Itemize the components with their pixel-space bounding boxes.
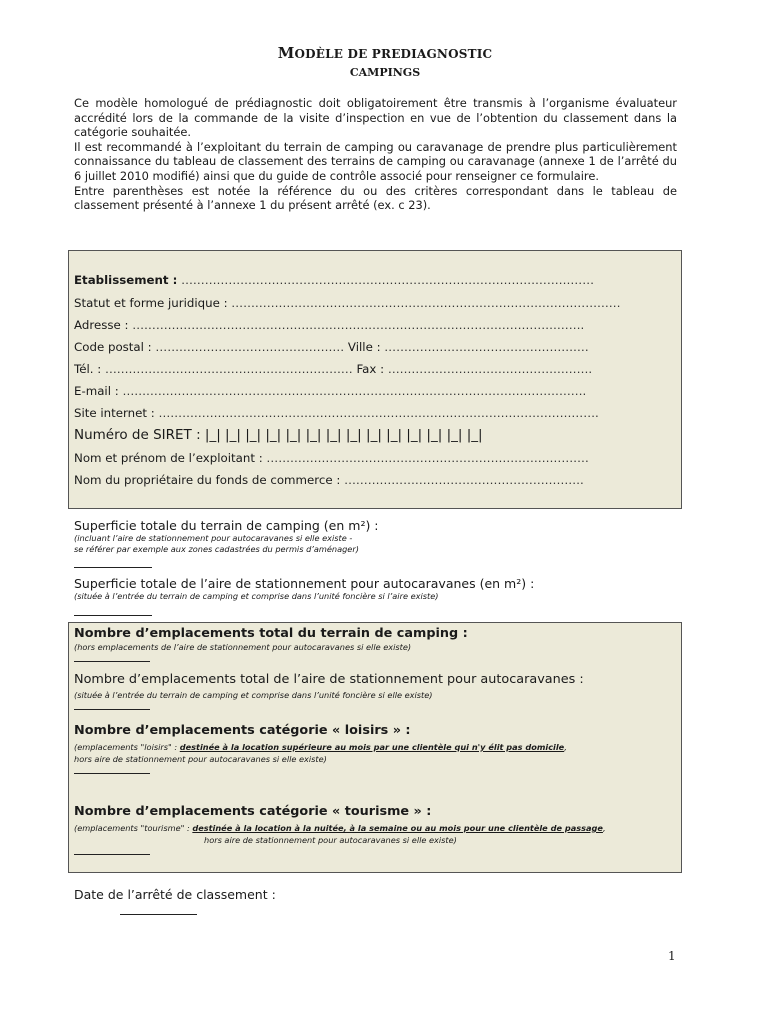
emplacements-aire-note: (située à l’entrée du terrain de camping et comprise dans l’unité foncière si elle existe) [74, 690, 433, 700]
document-title [0, 44, 770, 62]
email-field[interactable]: E-mail : ………………………………………………………………………………………………………. [74, 384, 587, 398]
code-postal-label: Code postal : [74, 340, 152, 354]
statut-label: Statut et forme juridique : [74, 296, 228, 310]
emplacements-total-note: (hors emplacements de l’aire de stationnement pour autocaravanes si elle existe) [74, 642, 412, 652]
exploitant-field[interactable]: Nom et prénom de l’exploitant : ………………………………………………………………………. [74, 451, 589, 465]
tel-fax-field[interactable]: Tél. : ……………………………………………………… Fax : ……………………………………………. [74, 362, 593, 376]
fax-label: Fax : [356, 362, 385, 376]
loisirs-comma: , [564, 742, 567, 752]
superficie-terrain-section [74, 518, 379, 555]
adresse-label: Adresse : [74, 318, 129, 332]
superficie-terrain-note: (incluant l’aire de stationnement pour autocaravanes si elle existe - [74, 533, 353, 543]
etablissement-label: Etablissement : [74, 273, 178, 287]
emplacements-aire-label: Nombre d’emplacements total de l’aire de stationnement pour autocaravanes : [74, 672, 584, 687]
superficie-aire-blank[interactable] [74, 615, 152, 616]
emplacements-tourisme-label: Nombre d’emplacements catégorie « tourisme » : [74, 804, 432, 819]
tel-label: Tél. : [74, 362, 102, 376]
emplacements-aire-blank[interactable] [74, 701, 150, 710]
date-arrete-label: Date de l’arrêté de classement : [74, 887, 276, 902]
intro-paragraph: Il est recommandé à l’exploitant du terrain de camping ou caravanage de prendre plus particulièrement connaissance du tableau de classement des terrains de camping ou caravanage (annexe 1 de l’arrêté du 6 juillet 2010 modifié) ainsi que du guide de contrôle associé pour renseigner ce formulaire. [74, 139, 677, 183]
exploitant-label: Nom et prénom de l’exploitant : [74, 451, 263, 465]
superficie-terrain-note: se référer par exemple aux zones cadastrées du permis d’aménager) [74, 544, 359, 554]
tourisme-definition: destinée à la location à la nuitée, à la semaine ou au mois pour une clientèle de passage [192, 823, 603, 833]
emplacements-tourisme-blank[interactable] [74, 846, 150, 855]
proprietaire-field[interactable]: Nom du propriétaire du fonds de commerce : ……………………………………………………. [74, 473, 584, 487]
emplacements-total-label: Nombre d’emplacements total du terrain de camping : [74, 626, 468, 641]
document-subtitle: CAMPINGS [349, 66, 421, 79]
intro-paragraph: Ce modèle homologué de prédiagnostic doit obligatoirement être transmis à l’organisme évaluateur accrédité lors de la commande de la visite d’inspection en vue de l’obtention du classement dans la catégorie souhaitée. [74, 96, 677, 140]
superficie-terrain-label: Superficie totale du terrain de camping (en m²) : [74, 518, 379, 533]
site-label: Site internet : [74, 406, 155, 420]
superficie-terrain-blank[interactable] [74, 567, 152, 568]
title-initial: M [277, 44, 295, 62]
proprietaire-label: Nom du propriétaire du fonds de commerce : [74, 473, 341, 487]
emplacements-loisirs-label: Nombre d’emplacements catégorie « loisirs » : [74, 723, 411, 738]
superficie-aire-label: Superficie totale de l’aire de stationnement pour autocaravanes (en m²) : [74, 576, 535, 591]
emplacements-box [68, 622, 682, 873]
superficie-aire-note: (située à l’entrée du terrain de camping et comprise dans l’unité foncière si l’aire existe) [74, 591, 439, 601]
tourisme-note-prefix: (emplacements "tourisme" : [74, 823, 193, 833]
tourisme-comma: , [602, 823, 606, 833]
superficie-aire-section [74, 576, 534, 602]
siret-field[interactable]: Numéro de SIRET : |_| |_| |_| |_| |_| |_| |_| |_| |_| |_| |_| |_| |_| |_| [74, 427, 483, 443]
statut-field[interactable]: Statut et forme juridique : ……………………………………………………………………………………… [74, 296, 621, 310]
adresse-field[interactable]: Adresse : ……………………………………………………………………………………………………. [74, 318, 585, 332]
etablissement-field[interactable]: Etablissement : …………………………………………………………………………………………… [74, 273, 595, 287]
email-label: E-mail : [74, 384, 119, 398]
establishment-info-box [68, 250, 682, 509]
emplacements-total-item [74, 626, 674, 662]
emplacements-tourisme-item [74, 804, 674, 855]
site-internet-field[interactable]: Site internet : …………………………………………………………………………………………………. [74, 406, 599, 420]
date-arrete-blank[interactable] [120, 914, 197, 915]
emplacements-loisirs-item [74, 723, 674, 774]
title-rest: ODÈLE DE PREDIAGNOSTIC [294, 47, 493, 61]
ville-label: Ville : [347, 340, 381, 354]
page-number: 1 [668, 949, 676, 963]
emplacements-loisirs-blank[interactable] [74, 765, 150, 774]
emplacements-loisirs-note [74, 741, 674, 765]
tourisme-note-suffix: hors aire de stationnement pour autocaravanes si elle existe) [204, 835, 457, 845]
emplacements-total-blank[interactable] [74, 653, 150, 662]
loisirs-note-suffix: hors aire de stationnement pour autocaravanes si elle existe) [74, 754, 327, 764]
emplacements-tourisme-note [74, 822, 674, 846]
emplacements-aire-item [74, 672, 674, 710]
intro-paragraph: Entre parenthèses est notée la référence du ou des critères correspondant dans le tableau de classement présenté à l’annexe 1 du présent arrêté (ex. c 23). [74, 183, 677, 213]
code-postal-ville-field[interactable]: Code postal : ………………………………………… Ville : ……………………………………………. [74, 340, 589, 354]
loisirs-note-prefix: (emplacements "loisirs" : [74, 742, 180, 752]
intro-text [74, 96, 677, 213]
loisirs-definition: destinée à la location supérieure au mois par une clientèle qui n'y élit pas domicile [179, 742, 565, 752]
